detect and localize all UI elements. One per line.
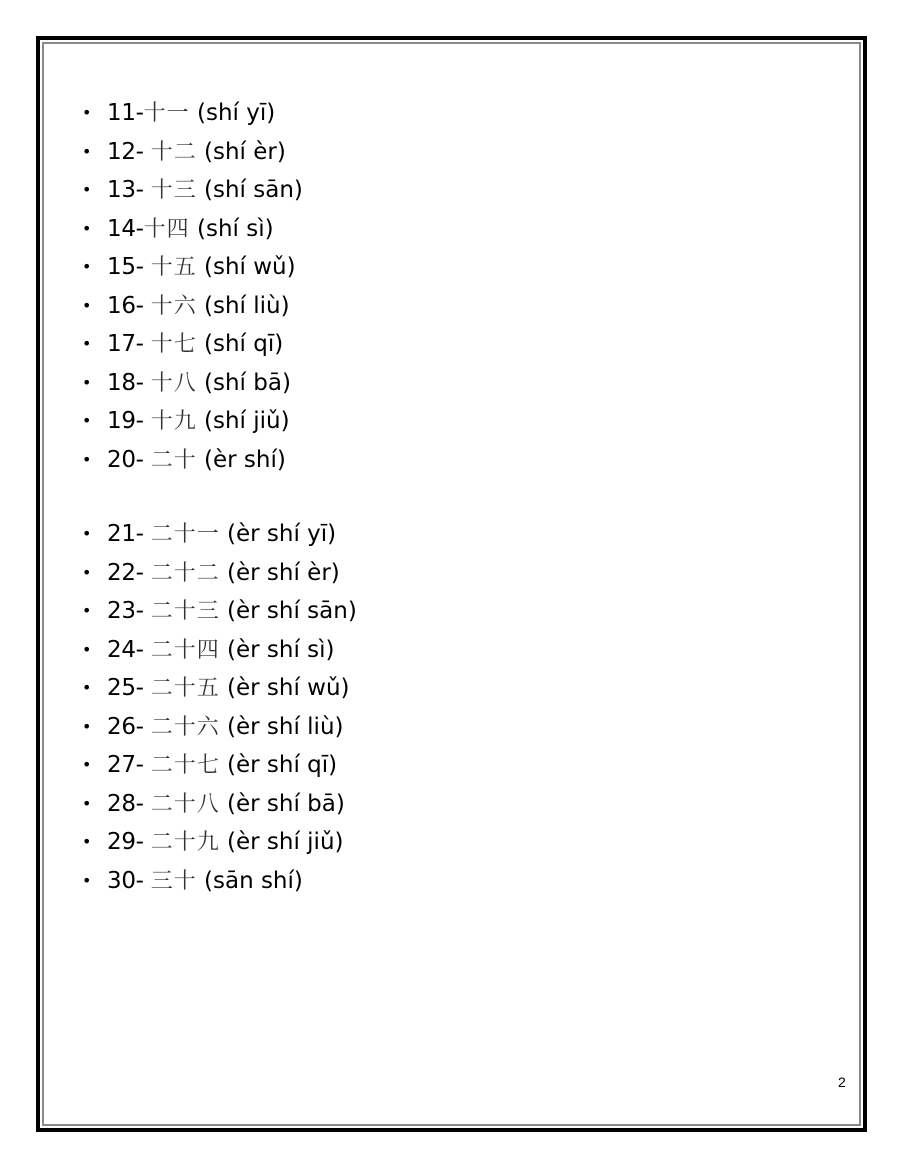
bullet-icon: • xyxy=(82,601,92,620)
number-label: 30- xyxy=(107,867,151,894)
number-label: 11- xyxy=(107,100,144,126)
number-label: 26- xyxy=(107,713,151,740)
number-label: 23- xyxy=(107,598,151,624)
chinese-numeral: 二十一 xyxy=(150,522,220,547)
list-item xyxy=(78,248,357,287)
pinyin-text: (èr shí yī) xyxy=(227,521,337,547)
bullet-icon: • xyxy=(82,411,92,430)
number-list xyxy=(78,94,357,900)
pinyin-text: (èr shí sān) xyxy=(227,598,357,624)
list-item xyxy=(78,210,357,249)
pinyin-text: (èr shí èr) xyxy=(227,559,340,586)
number-label: 18- xyxy=(107,369,151,396)
list-item xyxy=(78,746,357,785)
number-label: 15- xyxy=(107,254,151,280)
chinese-numeral: 十五 xyxy=(150,255,197,280)
list-item xyxy=(78,364,357,403)
chinese-numeral: 三十 xyxy=(150,868,197,894)
list-item xyxy=(78,171,357,210)
pinyin-text: (shí sān) xyxy=(204,177,303,203)
list-item xyxy=(78,631,357,670)
number-label: 24- xyxy=(107,636,151,663)
list-item xyxy=(78,669,357,708)
pinyin-text: (shí sì) xyxy=(197,215,274,242)
number-label: 20- xyxy=(107,446,151,473)
number-label: 27- xyxy=(107,752,151,778)
list-item xyxy=(78,515,357,554)
bullet-icon: • xyxy=(82,755,92,774)
list-item xyxy=(78,94,357,133)
chinese-numeral: 十一 xyxy=(143,101,190,126)
chinese-numeral: 二十五 xyxy=(150,676,220,701)
number-label: 13- xyxy=(107,177,151,203)
number-label: 28- xyxy=(107,790,151,817)
pinyin-text: (èr shí liù) xyxy=(227,713,344,740)
list-item xyxy=(78,708,357,747)
bullet-icon: • xyxy=(82,870,92,890)
number-label: 17- xyxy=(107,331,151,357)
pinyin-text: (èr shí qī) xyxy=(227,752,338,778)
chinese-numeral: 二十三 xyxy=(150,599,220,624)
bullet-icon: • xyxy=(82,103,92,122)
bullet-icon: • xyxy=(82,678,92,697)
bullet-icon: • xyxy=(82,524,92,543)
number-label: 25- xyxy=(107,675,151,701)
bullet-icon: • xyxy=(82,562,92,582)
bullet-icon: • xyxy=(82,372,92,392)
list-item xyxy=(78,133,357,172)
chinese-numeral: 二十四 xyxy=(150,637,220,663)
number-label: 16- xyxy=(107,292,151,319)
pinyin-text: (shí yī) xyxy=(197,100,276,126)
pinyin-text: (shí wǔ) xyxy=(204,254,296,280)
chinese-numeral: 二十七 xyxy=(150,753,220,778)
bullet-icon: • xyxy=(82,218,92,238)
bullet-icon: • xyxy=(82,832,92,851)
bullet-icon: • xyxy=(82,639,92,659)
list-spacer xyxy=(78,479,357,515)
pinyin-text: (èr shí wǔ) xyxy=(227,675,350,701)
bullet-icon: • xyxy=(82,141,92,161)
chinese-numeral: 二十 xyxy=(150,447,197,473)
pinyin-text: (shí bā) xyxy=(204,369,291,396)
chinese-numeral: 十七 xyxy=(150,332,197,357)
number-label: 12- xyxy=(107,138,151,165)
list-item xyxy=(78,554,357,593)
number-label: 19- xyxy=(107,408,151,434)
bullet-icon: • xyxy=(82,295,92,315)
pinyin-text: (sān shí) xyxy=(204,867,303,894)
list-item xyxy=(78,325,357,364)
chinese-numeral: 十八 xyxy=(150,370,197,396)
chinese-numeral: 十三 xyxy=(150,178,197,203)
bullet-icon: • xyxy=(82,257,92,276)
chinese-numeral: 十二 xyxy=(150,139,197,165)
chinese-numeral: 二十六 xyxy=(150,714,220,740)
chinese-numeral: 二十八 xyxy=(150,791,220,817)
list-item xyxy=(78,441,357,480)
bullet-icon: • xyxy=(82,793,92,813)
list-item xyxy=(78,402,357,441)
pinyin-text: (shí liù) xyxy=(204,292,290,319)
number-label: 22- xyxy=(107,559,151,586)
list-item xyxy=(78,823,357,862)
chinese-numeral: 二十二 xyxy=(150,560,220,586)
list-item xyxy=(78,785,357,824)
chinese-numeral: 二十九 xyxy=(150,830,220,855)
pinyin-text: (shí jiǔ) xyxy=(204,408,290,434)
number-label: 14- xyxy=(107,215,144,242)
pinyin-text: (èr shí bā) xyxy=(227,790,345,817)
pinyin-text: (shí qī) xyxy=(204,331,284,357)
chinese-numeral: 十九 xyxy=(150,409,197,434)
list-item xyxy=(78,592,357,631)
pinyin-text: (èr shí jiǔ) xyxy=(227,829,344,855)
chinese-numeral: 十六 xyxy=(150,293,197,319)
chinese-numeral: 十四 xyxy=(143,216,190,242)
number-label: 29- xyxy=(107,829,151,855)
number-label: 21- xyxy=(107,521,151,547)
pinyin-text: (shí èr) xyxy=(204,138,286,165)
bullet-icon: • xyxy=(82,334,92,353)
pinyin-text: (èr shí sì) xyxy=(227,636,335,663)
page-number: 2 xyxy=(838,1074,846,1090)
bullet-icon: • xyxy=(82,449,92,469)
bullet-icon: • xyxy=(82,180,92,199)
bullet-icon: • xyxy=(82,716,92,736)
list-item xyxy=(78,287,357,326)
pinyin-text: (èr shí) xyxy=(204,446,286,473)
list-item xyxy=(78,862,357,901)
